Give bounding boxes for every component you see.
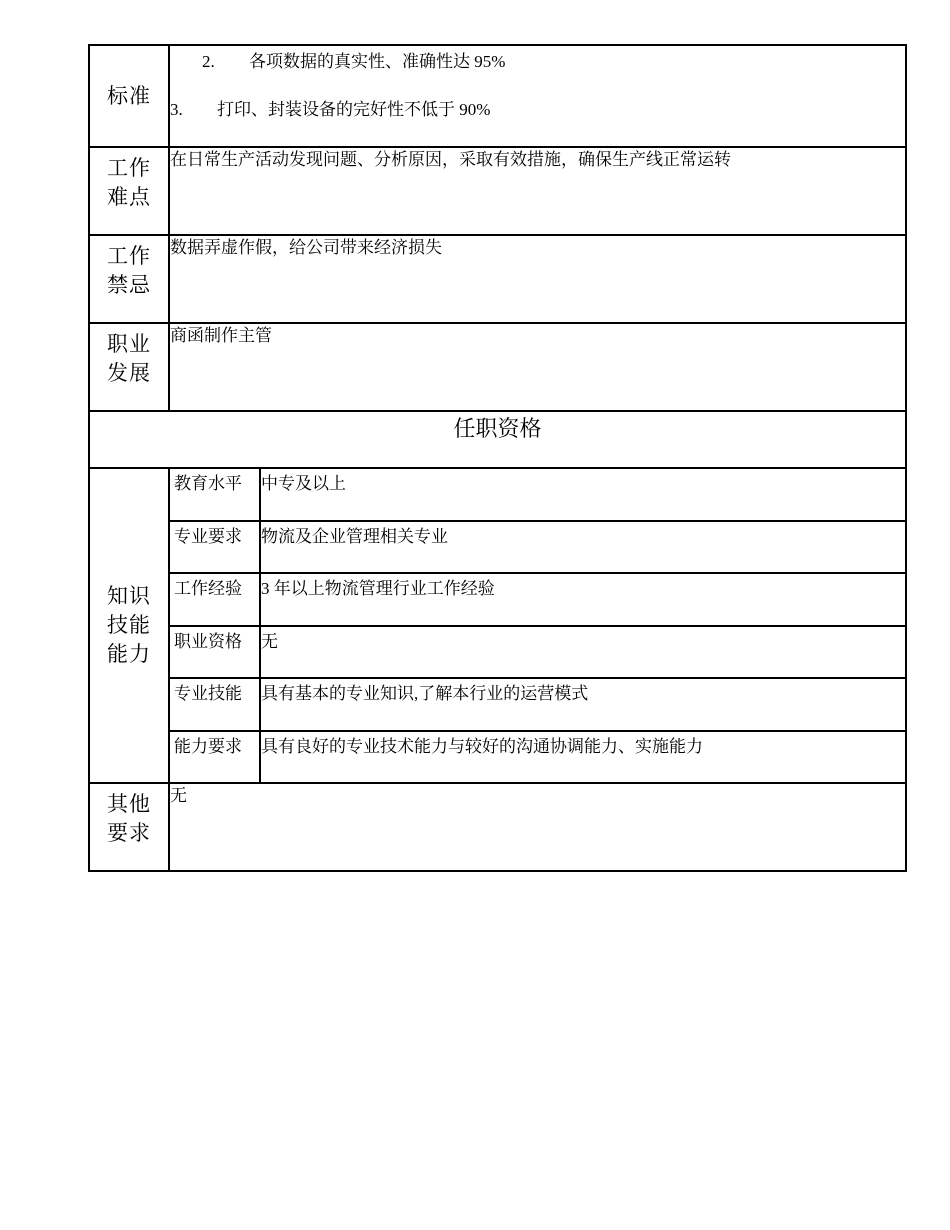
taboo-content: 数据弄虚作假，给公司带来经济损失	[169, 235, 906, 323]
taboo-label-line: 工作	[107, 244, 151, 268]
difficulty-row	[89, 147, 906, 235]
skills-sub-value: 无	[260, 626, 906, 678]
taboo-label-line: 禁忌	[107, 273, 151, 297]
standard-label-text: 标准	[107, 83, 151, 108]
career-label	[89, 323, 169, 411]
other-content: 无	[169, 783, 906, 871]
qualification-header-row	[89, 411, 906, 468]
other-label-line: 其他	[107, 792, 151, 816]
skills-label-line: 技能	[107, 613, 151, 637]
skills-label-line: 知识	[107, 584, 151, 608]
difficulty-label-line: 工作	[107, 156, 151, 180]
skills-row	[89, 678, 906, 731]
taboo-label	[89, 235, 169, 323]
skills-label-line: 能力	[107, 642, 151, 666]
standard-item	[170, 78, 905, 144]
career-row	[89, 323, 906, 411]
skills-row	[89, 731, 906, 783]
skills-sub-label: 专业要求	[169, 521, 260, 573]
other-row	[89, 783, 906, 871]
standard-item	[170, 46, 905, 78]
skills-sub-label: 工作经验	[169, 573, 260, 626]
career-content: 商函制作主管	[169, 323, 906, 411]
difficulty-label-line: 难点	[107, 185, 151, 209]
standard-label	[89, 45, 169, 147]
skills-row	[89, 626, 906, 678]
standard-item-text: 打印、封装设备的完好性不低于 90%	[217, 100, 491, 119]
skills-sub-value: 物流及企业管理相关专业	[260, 521, 906, 573]
other-label-line: 要求	[107, 821, 151, 845]
skills-row	[89, 521, 906, 573]
skills-sub-label: 教育水平	[169, 468, 260, 521]
standard-item-text: 各项数据的真实性、准确性达 95%	[249, 52, 506, 71]
career-label-line: 职业	[107, 332, 151, 356]
standard-content	[169, 45, 906, 147]
job-description-table	[88, 44, 907, 872]
qualification-title: 任职资格	[89, 411, 906, 468]
skills-label	[89, 468, 169, 783]
difficulty-content: 在日常生产活动发现问题、分析原因，采取有效措施，确保生产线正常运转	[169, 147, 906, 235]
skills-row	[89, 468, 906, 521]
skills-sub-value: 中专及以上	[260, 468, 906, 521]
skills-row	[89, 573, 906, 626]
standard-item-number: 3.	[170, 100, 183, 119]
career-label-line: 发展	[107, 361, 151, 385]
skills-sub-label: 职业资格	[169, 626, 260, 678]
skills-sub-value: 具有基本的专业知识,了解本行业的运营模式	[260, 678, 906, 731]
standard-item-number: 2.	[202, 52, 215, 71]
skills-sub-label: 专业技能	[169, 678, 260, 731]
skills-sub-label: 能力要求	[169, 731, 260, 783]
difficulty-label	[89, 147, 169, 235]
standard-row	[89, 45, 906, 147]
skills-sub-value: 3 年以上物流管理行业工作经验	[260, 573, 906, 626]
other-label	[89, 783, 169, 871]
skills-sub-value: 具有良好的专业技术能力与较好的沟通协调能力、实施能力	[260, 731, 906, 783]
taboo-row	[89, 235, 906, 323]
